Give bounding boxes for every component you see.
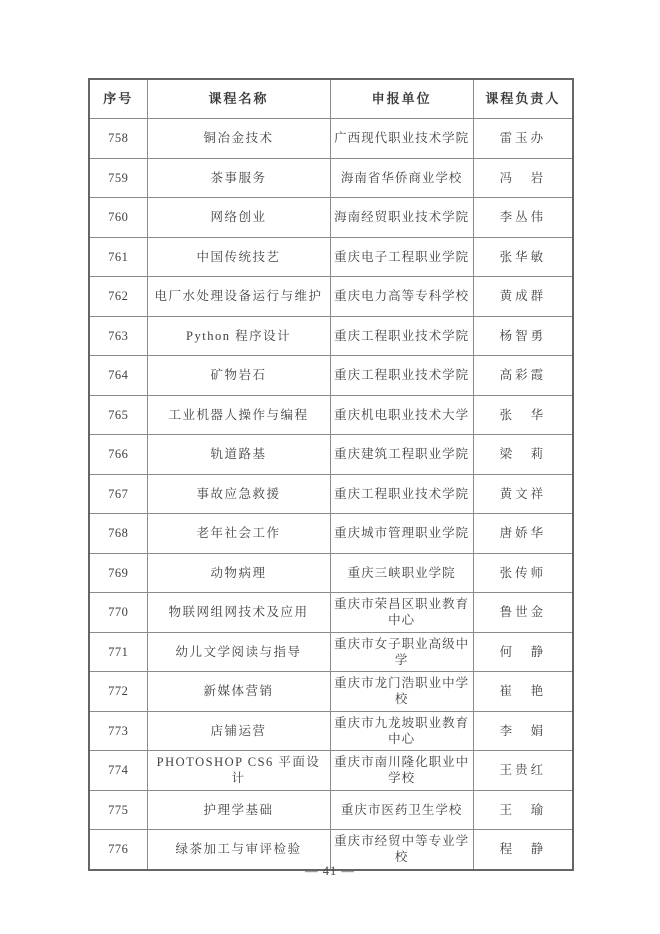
index-cell: 771	[89, 632, 147, 672]
index-cell: 766	[89, 435, 147, 475]
declaring-unit-cell: 重庆市荣昌区职业教育中心	[330, 593, 473, 633]
course-leader-cell: 张 华	[473, 395, 573, 435]
course-name-cell: 护理学基础	[147, 790, 330, 830]
declaring-unit-cell: 重庆三峡职业学院	[330, 553, 473, 593]
table-row	[89, 751, 573, 791]
index-cell: 763	[89, 316, 147, 356]
course-leader-cell: 何 静	[473, 632, 573, 672]
course-leader-cell: 李丛伟	[473, 198, 573, 238]
course-leader-cell: 黄成群	[473, 277, 573, 317]
table-row	[89, 514, 573, 554]
table-row	[89, 672, 573, 712]
table-row	[89, 435, 573, 475]
course-name-cell: 店铺运营	[147, 711, 330, 751]
table-row	[89, 198, 573, 238]
declaring-unit-cell: 重庆市女子职业高级中学	[330, 632, 473, 672]
course-name-cell: PHOTOSHOP CS6 平面设计	[147, 751, 330, 791]
table-row	[89, 711, 573, 751]
declaring-unit-cell: 重庆工程职业技术学院	[330, 356, 473, 396]
index-cell: 760	[89, 198, 147, 238]
index-cell: 774	[89, 751, 147, 791]
header-row	[89, 79, 573, 119]
index-cell: 775	[89, 790, 147, 830]
course-leader-cell: 张华敏	[473, 237, 573, 277]
course-name-cell: 中国传统技艺	[147, 237, 330, 277]
table-header	[89, 79, 573, 119]
index-cell: 772	[89, 672, 147, 712]
col-header-course-name: 课程名称	[147, 79, 330, 119]
index-cell: 776	[89, 830, 147, 870]
course-name-cell: 物联网组网技术及应用	[147, 593, 330, 633]
course-leader-cell: 雷玉办	[473, 119, 573, 159]
course-leader-cell: 高彩霞	[473, 356, 573, 396]
course-name-cell: 绿茶加工与审评检验	[147, 830, 330, 870]
course-table	[88, 78, 574, 871]
index-cell: 770	[89, 593, 147, 633]
course-leader-cell: 黄文祥	[473, 474, 573, 514]
course-name-cell: 网络创业	[147, 198, 330, 238]
declaring-unit-cell: 重庆建筑工程职业学院	[330, 435, 473, 475]
course-name-cell: 幼儿文学阅读与指导	[147, 632, 330, 672]
index-cell: 765	[89, 395, 147, 435]
index-cell: 773	[89, 711, 147, 751]
course-name-cell: 工业机器人操作与编程	[147, 395, 330, 435]
course-name-cell: 动物病理	[147, 553, 330, 593]
table-row	[89, 632, 573, 672]
course-leader-cell: 杨智勇	[473, 316, 573, 356]
table-body	[89, 119, 573, 870]
course-name-cell: 电厂水处理设备运行与维护	[147, 277, 330, 317]
course-name-cell: 事故应急救援	[147, 474, 330, 514]
course-leader-cell: 唐娇华	[473, 514, 573, 554]
course-leader-cell: 梁 莉	[473, 435, 573, 475]
table-row	[89, 119, 573, 159]
col-header-course-leader: 课程负责人	[473, 79, 573, 119]
declaring-unit-cell: 重庆市龙门浩职业中学校	[330, 672, 473, 712]
index-cell: 764	[89, 356, 147, 396]
course-leader-cell: 张传师	[473, 553, 573, 593]
course-leader-cell: 李 娟	[473, 711, 573, 751]
table-row	[89, 395, 573, 435]
table-row	[89, 277, 573, 317]
course-name-cell: 铜冶金技术	[147, 119, 330, 159]
col-header-declaring-unit: 申报单位	[330, 79, 473, 119]
table-row	[89, 356, 573, 396]
table-row	[89, 553, 573, 593]
table-row	[89, 474, 573, 514]
declaring-unit-cell: 重庆市经贸中等专业学校	[330, 830, 473, 870]
table-row	[89, 316, 573, 356]
course-leader-cell: 崔 艳	[473, 672, 573, 712]
declaring-unit-cell: 重庆工程职业技术学院	[330, 316, 473, 356]
course-name-cell: 茶事服务	[147, 158, 330, 198]
declaring-unit-cell: 重庆工程职业技术学院	[330, 474, 473, 514]
table-row	[89, 237, 573, 277]
course-leader-cell: 鲁世金	[473, 593, 573, 633]
course-name-cell: 老年社会工作	[147, 514, 330, 554]
table-row	[89, 593, 573, 633]
declaring-unit-cell: 重庆市九龙坡职业教育中心	[330, 711, 473, 751]
index-cell: 768	[89, 514, 147, 554]
declaring-unit-cell: 重庆市医药卫生学校	[330, 790, 473, 830]
page-number: — 41 —	[305, 864, 355, 878]
declaring-unit-cell: 重庆电子工程职业学院	[330, 237, 473, 277]
course-leader-cell: 王贵红	[473, 751, 573, 791]
index-cell: 759	[89, 158, 147, 198]
table-row	[89, 790, 573, 830]
index-cell: 761	[89, 237, 147, 277]
course-leader-cell: 程 静	[473, 830, 573, 870]
course-name-cell: 矿物岩石	[147, 356, 330, 396]
declaring-unit-cell: 海南经贸职业技术学院	[330, 198, 473, 238]
declaring-unit-cell: 重庆城市管理职业学院	[330, 514, 473, 554]
declaring-unit-cell: 重庆机电职业技术大学	[330, 395, 473, 435]
declaring-unit-cell: 重庆市南川隆化职业中学校	[330, 751, 473, 791]
course-leader-cell: 王 瑜	[473, 790, 573, 830]
course-leader-cell: 冯 岩	[473, 158, 573, 198]
table-row	[89, 158, 573, 198]
index-cell: 769	[89, 553, 147, 593]
course-name-cell: 轨道路基	[147, 435, 330, 475]
index-cell: 762	[89, 277, 147, 317]
declaring-unit-cell: 海南省华侨商业学校	[330, 158, 473, 198]
course-name-cell: Python 程序设计	[147, 316, 330, 356]
col-header-index: 序号	[89, 79, 147, 119]
index-cell: 758	[89, 119, 147, 159]
course-name-cell: 新媒体营销	[147, 672, 330, 712]
index-cell: 767	[89, 474, 147, 514]
declaring-unit-cell: 广西现代职业技术学院	[330, 119, 473, 159]
declaring-unit-cell: 重庆电力高等专科学校	[330, 277, 473, 317]
